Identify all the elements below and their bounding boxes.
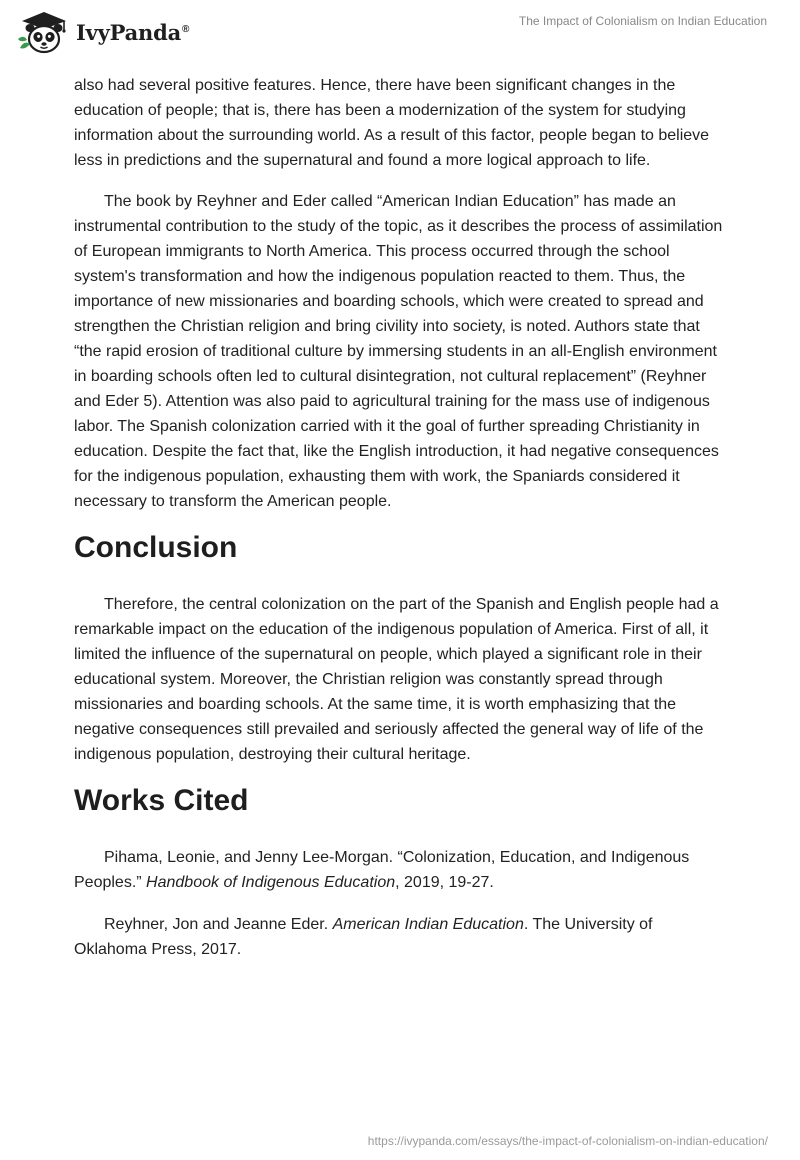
citation-entry: Reyhner, Jon and Jeanne Eder. American Indian Education. The University of Oklahoma Press, 2017. (74, 916, 653, 958)
works-cited-heading: Works Cited (74, 784, 249, 817)
conclusion-heading: Conclusion (74, 531, 238, 564)
document-title: The Impact of Colonialism on Indian Education (518, 14, 767, 28)
source-url-link[interactable]: https://ivypanda.com/essays/the-impact-of-colonialism-on-indian-education/ (367, 1134, 768, 1148)
essay-content (74, 73, 726, 979)
body-paragraph: also had several positive features. Hence, there have been significant changes in the education of people; that is, there has been a modernization of the system for studying information about the surrounding world. As a result of this factor, people began to believe less in predictions and the supernatural and found a more logical approach to life. (74, 77, 710, 169)
ivypanda-logo[interactable] (16, 8, 189, 56)
panda-graduate-icon (16, 8, 72, 56)
logo-wordmark: IvyPanda® (76, 19, 190, 45)
body-paragraph: The book by Reyhner and Eder called “American Indian Education” has made an instrumental contribution to the study of the topic, as it describes the process of assimilation of European immigrants to North America. This process occurred through the school system's transformation and how the indigenous population reacted to them. Thus, the importance of new missionaries and boarding schools, which were created to spread and strengthen the Christian religion and bring civility into society, is noted. Authors state that “the rapid erosion of traditional culture by immersing students in an all-English environment in boarding schools often led to cultural disintegration, not cultural replacement” (Reyhner and Eder 5). Attention was also paid to agricultural training for the mass use of indigenous labor. The Spanish colonization carried with it the goal of further spreading Christianity in education. Despite the fact that, like the English introduction, it had negative consequences for the indigenous population, exhausting them with work, the Spaniards considered it necessary to transform the American people. (74, 193, 723, 510)
conclusion-paragraph: Therefore, the central colonization on the part of the Spanish and English people had a remarkable impact on the education of the indigenous population of America. First of all, it limited the influence of the supernatural on people, which played a significant role in their educational system. Moreover, the Christian religion was constantly spread through missionaries and boarding schools. At the same time, it is worth emphasizing that the negative consequences still prevailed and seriously affected the general way of life of the indigenous population, destroying their cultural heritage. (74, 596, 719, 763)
citation-entry: Pihama, Leonie, and Jenny Lee-Morgan. “Colonization, Education, and Indigenous Peoples.” Handbook of Indigenous Education, 2019, 19-27. (74, 849, 690, 891)
page-header (0, 0, 800, 64)
